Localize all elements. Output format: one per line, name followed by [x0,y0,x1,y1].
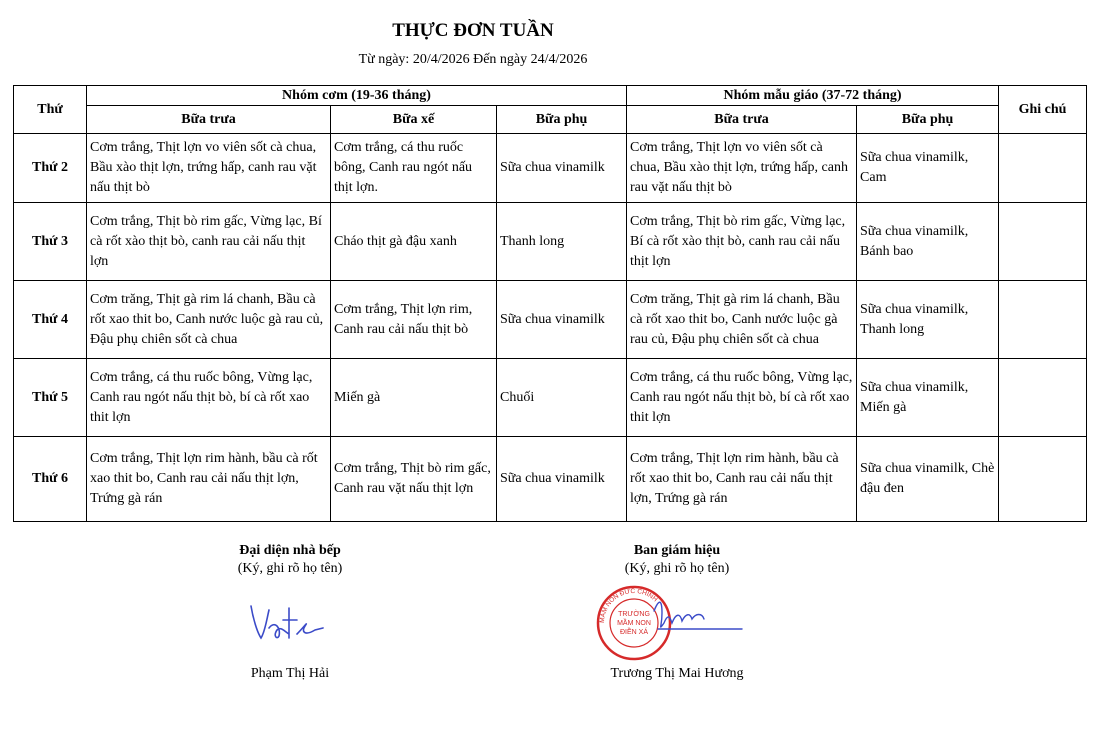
school-stamp [597,586,670,659]
kg-lunch-cell: Cơm trắng, Thịt lợn vo viên sốt cà chua, Bầu xào thịt lợn, trứng hấp, canh rau vặt nấu thịt bò [627,134,857,203]
rice-snack-cell: Sữa chua vinamilk [497,281,627,359]
day-cell: Thứ 6 [14,437,87,522]
rice-snack-cell: Thanh long [497,203,627,281]
rice-lunch-cell: Cơm trắng, Thịt bò rim gấc, Vừng lạc, Bí cà rốt xào thịt bò, canh rau cải nấu thịt lợn [87,203,331,281]
kitchen-signer-note: (Ký, ghi rõ họ tên) [237,561,343,576]
rice-lunch-cell: Cơm trắng, Thịt lợn vo viên sốt cà chua, Bầu xào thịt lợn, trứng hấp, canh rau vặt nấu thịt bò [87,134,331,203]
rice-afternoon-cell: Cơm trắng, Thịt bò rim gấc, Canh rau vặt nấu thịt lợn [331,437,497,522]
kg-lunch-cell: Cơm trăng, Thịt gà rim lá chanh, Bầu cà rốt xao thit bo, Canh nước luộc gà rau củ, Đậu phụ chiên sốt cà chua [627,281,857,359]
table-row [14,359,1087,437]
board-signer-role: Ban giám hiệu [633,543,721,558]
kg-snack-cell: Sữa chua vinamilk, Bánh bao [857,203,999,281]
kg-snack-cell: Sữa chua vinamilk, Thanh long [857,281,999,359]
kg-lunch-cell: Cơm trắng, Thịt lợn rim hành, bầu cà rốt xao thit bo, Canh rau cải nấu thịt lợn, Trứng gà rán [627,437,857,522]
stamp-center-line-2: MẦM NON [617,620,651,627]
rice-afternoon-cell: Cơm trắng, Thịt lợn rim, Canh rau cải nấu thịt bò [331,281,497,359]
notes-cell [999,134,1087,203]
notes-cell [999,359,1087,437]
subheader-rice-afternoon: Bữa xế [331,106,497,134]
table-row [14,203,1087,281]
rice-snack-cell: Chuối [497,359,627,437]
rice-snack-cell: Sữa chua vinamilk [497,437,627,522]
column-header-day: Thứ [14,86,87,134]
kg-snack-cell: Sữa chua vinamilk, Miến gà [857,359,999,437]
table-row [14,134,1087,203]
rice-lunch-cell: Cơm trăng, Thịt gà rim lá chanh, Bầu cà rốt xao thit bo, Canh nước luộc gà rau củ, Đậu phụ chiên sốt cà chua [87,281,331,359]
subheader-kg-snack: Bữa phụ [857,106,999,134]
notes-cell [999,203,1087,281]
school-stamp-and-signature [592,583,762,663]
rice-lunch-cell: Cơm trắng, Thịt lợn rim hành, bầu cà rốt xao thit bo, Canh rau cải nấu thịt lợn, Trứng gà rán [87,437,331,522]
group-header-rice: Nhóm cơm (19-36 tháng) [87,86,627,106]
subheader-rice-snack: Bữa phụ [497,106,627,134]
table-row [14,437,1087,522]
subheader-kg-lunch: Bữa trưa [627,106,857,134]
kg-lunch-cell: Cơm trắng, cá thu ruốc bông, Vừng lạc, Canh rau ngót nấu thịt bò, bí cà rốt xao thit lợn [627,359,857,437]
column-header-notes: Ghi chú [999,86,1087,134]
board-signer-name: Trương Thị Mai Hương [610,666,744,681]
board-signature-block [577,543,777,693]
day-cell: Thứ 5 [14,359,87,437]
kitchen-signer-name: Phạm Thị Hải [250,666,330,681]
day-cell: Thứ 2 [14,134,87,203]
menu-table [13,85,1087,522]
rice-lunch-cell: Cơm trắng, cá thu ruốc bông, Vừng lạc, Canh rau ngót nấu thịt bò, bí cà rốt xao thit lợn [87,359,331,437]
kitchen-handwritten-signature [245,598,335,648]
rice-afternoon-cell: Miến gà [331,359,497,437]
stamp-center-line-3: ĐIỀN XÁ [619,629,649,636]
table-row [14,281,1087,359]
subheader-rice-lunch: Bữa trưa [87,106,331,134]
kitchen-signature-block [190,543,390,693]
group-header-kindergarten: Nhóm mẫu giáo (37-72 tháng) [627,86,999,106]
kg-snack-cell: Sữa chua vinamilk, Chè đậu đen [857,437,999,522]
date-range: Từ ngày: 20/4/2026 Đến ngày 24/4/2026 [358,52,588,67]
kg-snack-cell: Sữa chua vinamilk, Cam [857,134,999,203]
stamp-ring-text: MẦM NON ĐỨC CHÍNH [598,587,659,624]
rice-snack-cell: Sữa chua vinamilk [497,134,627,203]
page-title: THỰC ĐƠN TUẦN [392,20,554,41]
day-cell: Thứ 3 [14,203,87,281]
kitchen-signer-role: Đại diện nhà bếp [239,543,341,558]
day-cell: Thứ 4 [14,281,87,359]
stamp-center-line-1: TRƯỜNG [618,611,650,618]
notes-cell [999,281,1087,359]
board-signer-note: (Ký, ghi rõ họ tên) [624,561,730,576]
rice-afternoon-cell: Cơm trắng, cá thu ruốc bông, Canh rau ngót nấu thịt lợn. [331,134,497,203]
kg-lunch-cell: Cơm trắng, Thịt bò rim gấc, Vừng lạc, Bí cà rốt xào thịt bò, canh rau cải nấu thịt lợn [627,203,857,281]
notes-cell [999,437,1087,522]
rice-afternoon-cell: Cháo thịt gà đậu xanh [331,203,497,281]
